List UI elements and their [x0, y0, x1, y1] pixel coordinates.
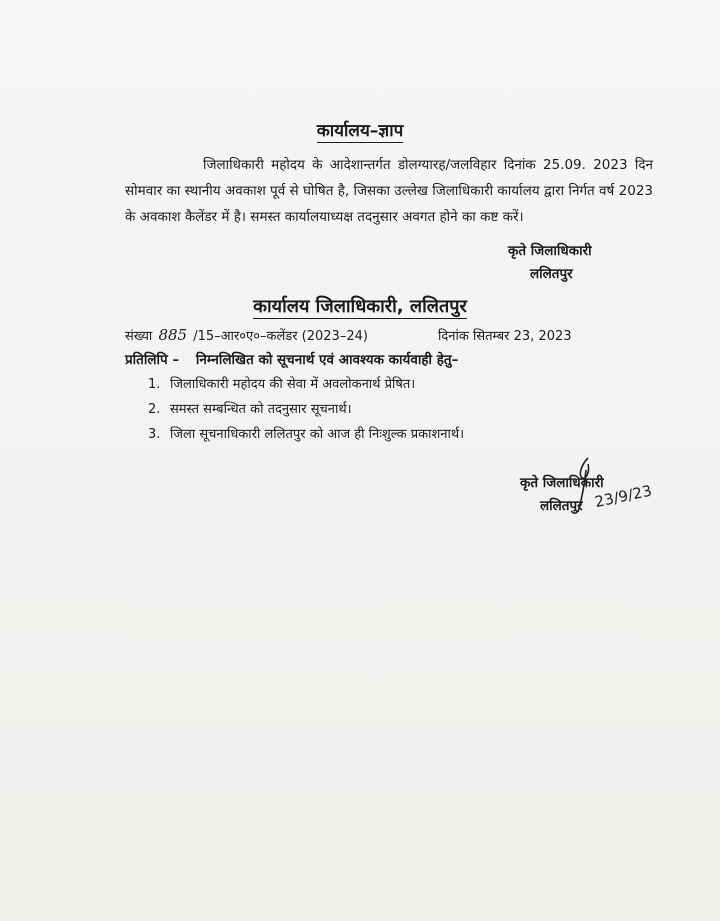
office-title: कार्यालय जिलाधिकारी, ललितपुर: [253, 296, 467, 317]
ref-number-handwritten: 885: [158, 326, 188, 344]
cc-label: प्रतिलिपि –: [125, 352, 180, 368]
handwritten-signature: [560, 450, 680, 530]
list-item: 2. समस्त सम्बन्धित को तदनुसार सूचनार्थ।: [148, 402, 352, 417]
reference-line: [125, 326, 605, 344]
copy-to-line: [125, 350, 458, 368]
sign-line-2: ललितपुर: [540, 498, 583, 514]
ref-suffix: /15–आर०ए०–कलेंडर (2023–24): [193, 329, 368, 344]
distribution-list: [148, 372, 464, 447]
memo-paragraph: जिलाधिकारी महोदय के आदेशान्तर्गत डोलग्यारह/जलविहार दिनांक 25.09. 2023 दिन सोमवार का स्थानीय अवकाश पूर्व से घोषित है, जिसका उल्लेख जिलाधिकारी कार्यालय द्वारा निर्गत वर्ष 2023 के अवकाश कैलेंडर में है। समस्त कार्यालयाध्यक्ष तदनुसार अवगत होने का कष्ट करें।: [125, 157, 653, 225]
sign-line-1: कृते जिलाधिकारी: [520, 475, 604, 491]
memo-title: कार्यालय–ज्ञाप: [316, 121, 404, 141]
sign-line-2: ललितपुर: [530, 266, 573, 282]
ref-label: संख्या: [125, 329, 153, 344]
memo-signature-block: [508, 240, 592, 286]
sign-line-1: कृते जिलाधिकारी: [508, 243, 592, 259]
list-item: 1. जिलाधिकारी महोदय की सेवा में अवलोकनार्थ प्रेषित।: [148, 377, 416, 392]
cc-intro: निम्नलिखित को सूचनार्थ एवं आवश्यक कार्यवाही हेतु–: [195, 352, 459, 368]
list-item: 3. जिला सूचनाधिकारी ललितपुर को आज ही निःशुल्क प्रकाशनार्थ।: [148, 427, 465, 442]
ref-date: दिनांक सितम्बर 23, 2023: [438, 329, 572, 344]
signature-date: 23/9/23: [593, 481, 654, 512]
